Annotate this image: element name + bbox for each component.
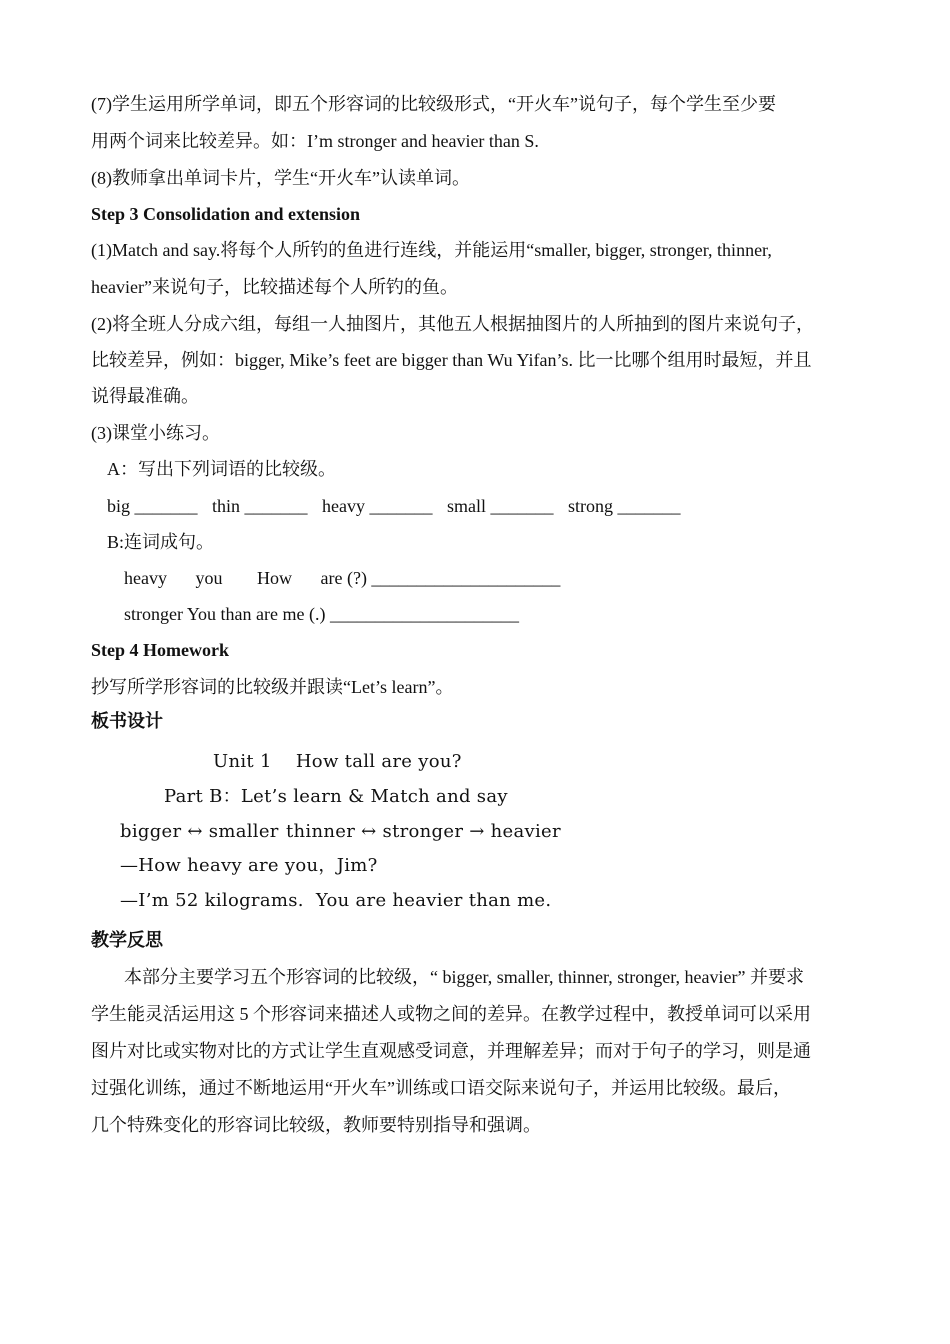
step3-line-1b: heavier”来说句子，比较描述每个人所钓的鱼。 (91, 277, 458, 297)
exercise-b-word: How (256, 568, 292, 588)
exercise-a-word: big _______ (107, 496, 198, 516)
exercise-b-word: are (?) _____________________ (320, 568, 561, 588)
exercise-b-line2: stronger You than are me (.) _____________________ (124, 604, 519, 624)
homework-line: 抄写所学形容词的比较级并跟读“Let’s learn”。 (91, 677, 454, 697)
board-pairs-left: bigger ↔ smaller (120, 821, 279, 842)
reflection-line-5: 几个特殊变化的形容词比较级，教师要特别指导和强调。 (91, 1115, 541, 1135)
exercise-b-word: heavy (124, 568, 167, 588)
step4-heading: Step 4 Homework (91, 640, 229, 660)
exercise-a-words (107, 494, 681, 518)
step3-line-2a: (2)将全班人分成六组，每组一人抽图片，其他五人根据抽图片的人所抽到的图片来说句子， (91, 314, 814, 334)
reflection-line-1: 本部分主要学习五个形容词的比较级，“ bigger, smaller, thinner, stronger, heavier” 并要求 (124, 967, 804, 987)
step-line-7b: 用两个词来比较差异。如：I’m stronger and heavier than S. (91, 131, 539, 151)
step3-heading: Step 3 Consolidation and extension (91, 204, 361, 224)
step3-line-2c: 说得最准确。 (91, 386, 199, 406)
board-pairs-right: thinner ↔ stronger → heavier (286, 821, 561, 842)
exercise-a-word: thin _______ (212, 496, 308, 516)
reflection-line-4: 过强化训练，通过不断地运用“开火车”训练或口语交际来说句子，并运用比较级。最后， (91, 1078, 791, 1098)
exercise-b-title: B:连词成句。 (107, 532, 215, 552)
reflection-line-3: 图片对比或实物对比的方式让学生直观感受词意，并理解差异；而对于句子的学习，则是通 (91, 1041, 811, 1061)
board-unit-title: Unit 1 How tall are you? (213, 751, 462, 772)
step-line-7a: (7)学生运用所学单词，即五个形容词的比较级形式，“开火车”说句子，每个学生至少要 (91, 94, 776, 114)
exercise-b-line1 (124, 566, 560, 590)
exercise-a-word: small _______ (447, 496, 554, 516)
step3-line-3: (3)课堂小练习。 (91, 423, 220, 443)
step3-line-1a: (1)Match and say.将每个人所钓的鱼进行连线，并能运用“smaller, bigger, stronger, thinner, (91, 240, 772, 260)
board-heading: 板书设计 (91, 711, 163, 732)
step3-line-2b: 比较差异，例如：bigger, Mike’s feet are bigger than Wu Yifan’s. 比一比哪个组用时最短，并且 (91, 350, 812, 370)
board-dialog-question: —How heavy are you，Jim? (120, 855, 378, 876)
exercise-a-word: strong _______ (568, 496, 681, 516)
exercise-a-title: A：写出下列词语的比较级。 (107, 459, 336, 479)
exercise-a-word: heavy _______ (322, 496, 433, 516)
board-dialog-answer: —I’m 52 kilograms. You are heavier than me. (120, 890, 552, 911)
reflection-line-2: 学生能灵活运用这 5 个形容词来描述人或物之间的差异。在教学过程中，教授单词可以采用 (91, 1004, 811, 1024)
exercise-b-word: you (195, 568, 223, 588)
step-line-8: (8)教师拿出单词卡片，学生“开火车”认读单词。 (91, 168, 470, 188)
board-part-title: Part B：Let’s learn & Match and say (164, 786, 508, 807)
reflection-heading: 教学反思 (91, 930, 163, 951)
